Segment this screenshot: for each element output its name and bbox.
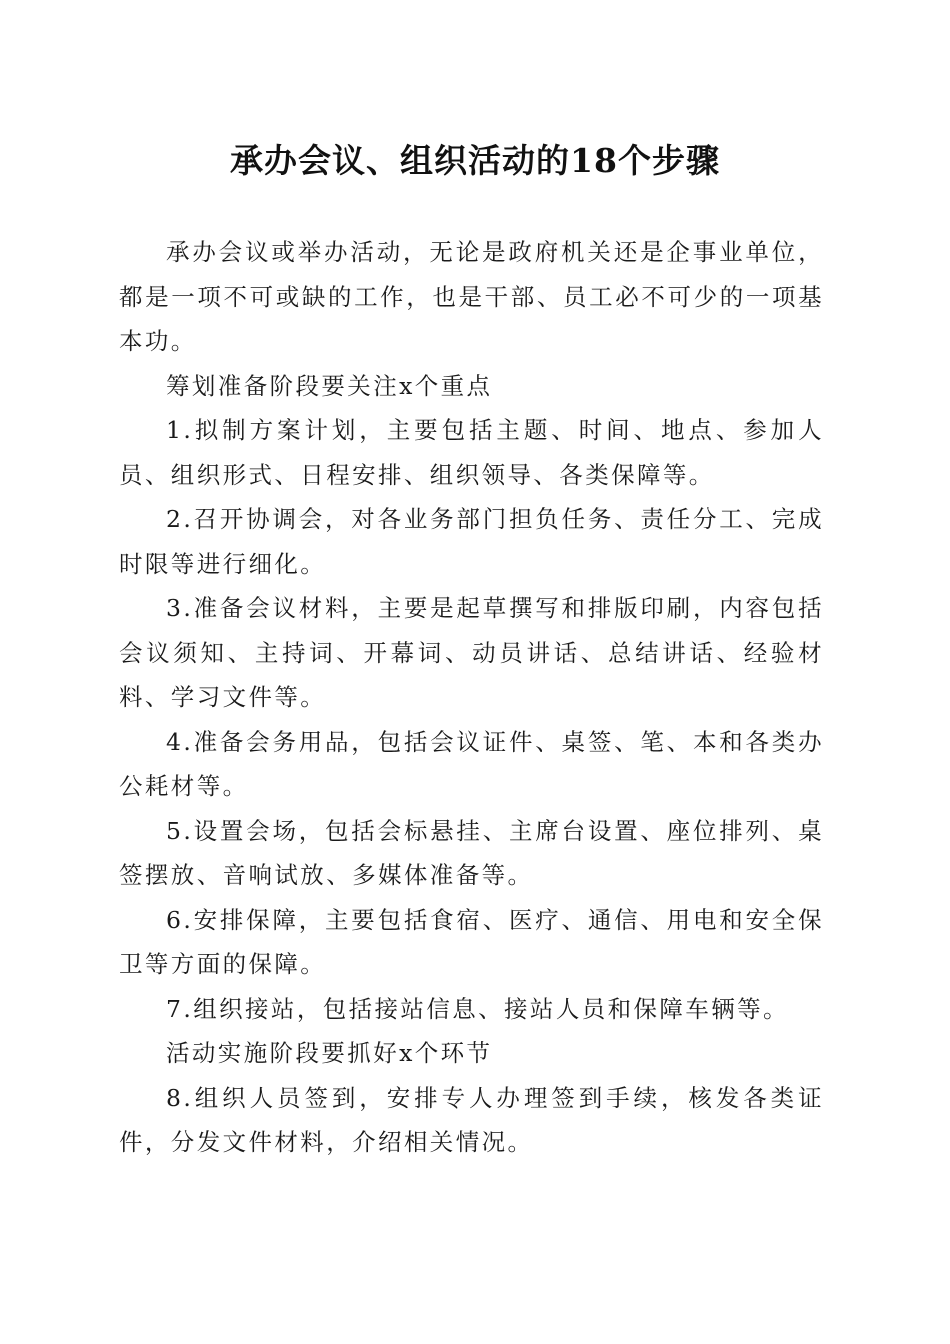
intro-paragraph: 承办会议或举办活动，无论是政府机关还是企事业单位，都是一项不可或缺的工作，也是干部、员工必不可少的一项基本功。 [119,238,824,355]
section-heading-implementation: 活动实施阶段要抓好x个环节 [166,1039,493,1067]
step-3-paragraph: 3.准备会议材料，主要是起草撰写和排版印刷，内容包括会议须知、主持词、开幕词、动员讲话、总结讲话、经验材料、学习文件等。 [119,594,824,711]
step-7-paragraph: 7.组织接站，包括接站信息、接站人员和保障车辆等。 [166,994,789,1023]
section-heading-preparation: 筹划准备阶段要关注x个重点 [166,371,493,400]
step-4-paragraph: 4.准备会务用品，包括会议证件、桌签、笔、本和各类办公耗材等。 [119,727,824,800]
step-5-paragraph: 5.设置会场，包括会标悬挂、主席台设置、座位排列、桌签摆放、音响试放、多媒体准备等。 [119,816,824,889]
page-title: 承办会议、组织活动的18个步骤 [230,141,720,180]
step-6-paragraph: 6.安排保障，主要包括食宿、医疗、通信、用电和安全保卫等方面的保障。 [119,905,824,978]
document-body [119,230,824,1165]
step-8-paragraph: 8.组织人员签到，安排专人办理签到手续，核发各类证件，分发文件材料，介绍相关情况。 [119,1083,824,1156]
step-1-paragraph: 1.拟制方案计划，主要包括主题、时间、地点、参加人员、组织形式、日程安排、组织领导、各类保障等。 [119,416,824,489]
step-2-paragraph: 2.召开协调会，对各业务部门担负任务、责任分工、完成时限等进行细化。 [119,505,824,578]
